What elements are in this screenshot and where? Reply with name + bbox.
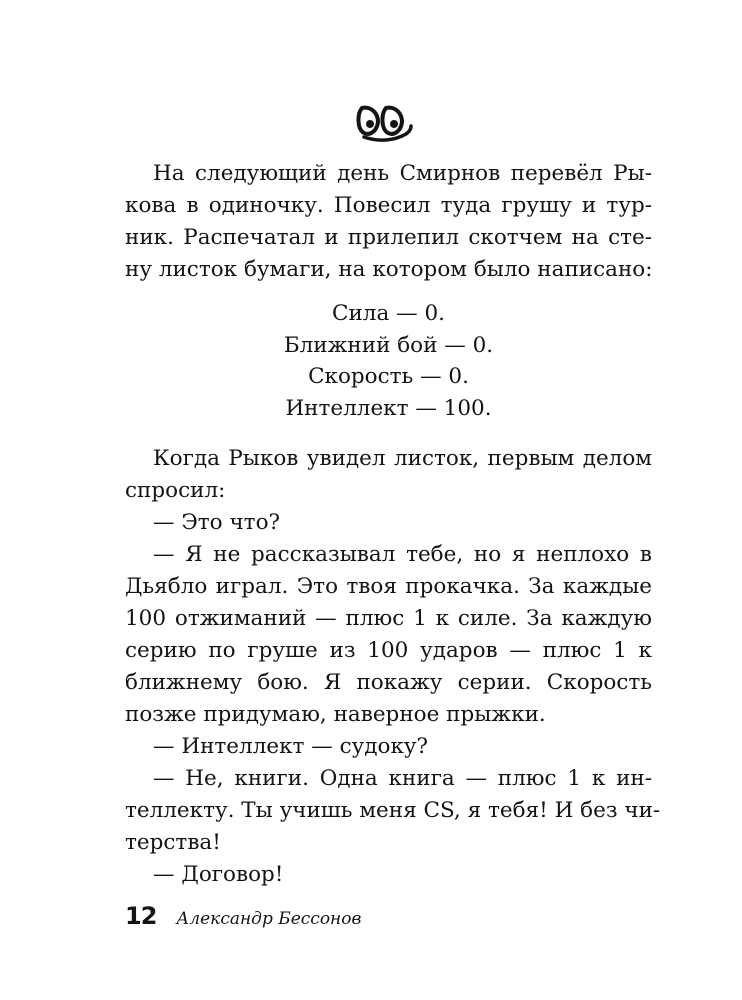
stat-melee: Ближний бой — 0.: [283, 332, 494, 358]
stat-speed: Скорость — 0.: [308, 364, 469, 389]
text-line: серию по груше из 100 ударов — плюс 1 к: [125, 638, 652, 663]
eyes-ornament-icon: [356, 98, 414, 142]
text-line: — Интеллект — судоку?: [153, 734, 429, 759]
text-line: ник. Распечатал и прилепил скотчем на сте-: [125, 225, 652, 250]
text-line: теллекту. Ты учишь меня CS, я тебя! И без чи-: [125, 798, 661, 823]
page-number: 12: [125, 902, 157, 930]
text-line: спросил:: [125, 478, 226, 503]
text-line: — Договор!: [153, 862, 284, 887]
text-line: позже придумаю, наверное прыжки.: [125, 702, 546, 727]
text-line: 100 отжиманий — плюс 1 к силе. За каждую: [125, 606, 652, 631]
text-line: ну листок бумаги, на котором было написано:: [125, 257, 653, 282]
running-head-author: Александр Бессонов: [176, 909, 362, 929]
text-line: ближнему бою. Я покажу серии. Скорость: [125, 670, 652, 695]
text-line: Когда Рыков увидел листок, первым делом: [153, 446, 652, 471]
text-line: — Это что?: [153, 510, 281, 535]
stat-strength: Сила — 0.: [332, 301, 445, 326]
text-line: На следующий день Смирнов перевёл Ры-: [153, 161, 652, 186]
stat-intellect: Интеллект — 100.: [285, 395, 492, 421]
text-line: терства!: [125, 830, 221, 855]
page-footer: [125, 902, 361, 936]
text-line: Дьябло играл. Это твоя прокачка. За каждые: [125, 574, 652, 599]
dialogue: [125, 443, 661, 891]
text-line: — Не, книги. Одна книга — плюс 1 к ин-: [153, 766, 652, 791]
text-line: кова в одиночку. Повесил туда грушу и тур-: [125, 193, 652, 218]
stats-list: [125, 298, 652, 424]
text-line: — Я не рассказывал тебе, но я неплохо в: [153, 542, 652, 567]
opening-paragraph: [125, 158, 652, 286]
